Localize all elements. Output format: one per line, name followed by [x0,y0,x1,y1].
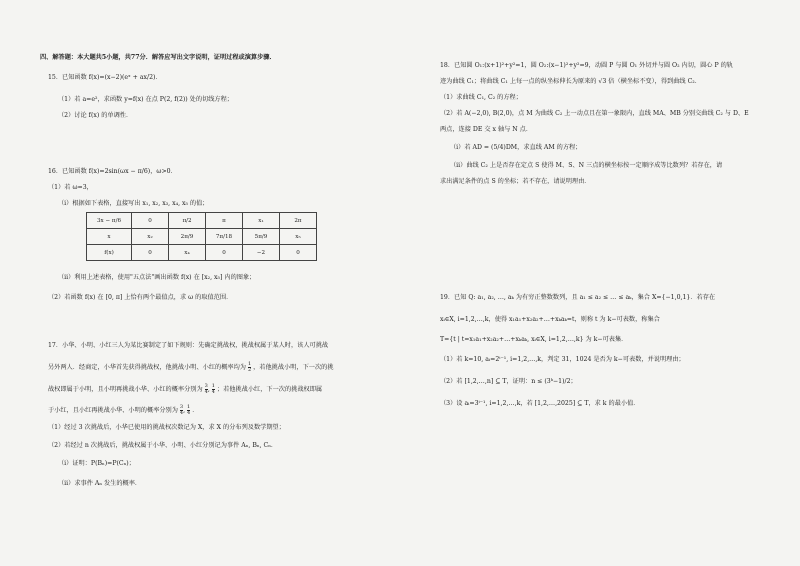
table-cell: π/2 [169,213,206,229]
fraction: $\frac{1}{4}$ [187,404,191,416]
table-cell: f(x) [87,245,132,261]
q15-stem: 15．已知函数 f(x)=(x−2)(eˣ + ax/2)． [48,74,162,81]
q19-part2: （2）若 [1,2,…,n] ⊆ T，证明：n ≤ (3ᵏ−1)/2； [440,378,577,385]
table-cell: 2π [280,213,317,229]
q17-part2-i: （i）证明：P(Bₙ)=P(Cₙ)； [58,460,135,467]
fraction: $\frac{1}{2}$ [247,361,252,373]
q17-part1: （1）经过 3 次挑战后，小华已使用的挑战权次数记为 X，求 X 的分布列及数学期望； [48,424,285,431]
table-cell: 0 [280,245,317,261]
table-row [87,229,317,245]
q16-part2: （2）若函数 f(x) 在 [0, π] 上恰有两个最值点，求 ω 的取值范围． [48,294,233,301]
table-cell: 0 [206,245,243,261]
table-row [87,213,317,229]
q17-line1: 17．小华、小明、小红三人为某比赛制定了如下规则：先确定挑战权，挑战权属于某人时，该人可挑战 [48,342,329,349]
q18-line1: 18．已知圆 O₁:(x+1)²+y²=1，圆 O₂:(x−1)²+y²=9，动圆 P 与圆 O₁ 外切并与圆 O₂ 内切，圆心 P 的轨 [440,62,733,69]
table-cell: −2 [243,245,280,261]
fraction: $\frac{3}{4}$ [179,404,184,416]
table-cell: π [206,213,243,229]
q17-part2-ii: （ii）求事件 Aₙ 发生的概率． [58,480,142,487]
q17-line2: 另外两人．经商定，小华首先获得挑战权，他挑战小明、小红的概率均为 $\frac{1}{2}$ ，若他挑战小明，下一次的挑 [48,361,334,373]
q15-part1: （1）若 a=e²，求函数 y=f(x) 在点 P(2, f(2)) 处的切线方程； [58,96,233,103]
table-cell: 7π/18 [206,229,243,245]
table-row [87,245,317,261]
section-header: 四、解答题：本大题共5小题，共77分．解答应写出文字说明，证明过程或演算步骤． [40,54,276,61]
table-cell: 3x − π/6 [87,213,132,229]
q17-line4: 于小红，且小红再挑战小华、小明的概率分别为 $\frac{3}{4}$ , $\frac{1}{4}$ ． [48,404,199,416]
q19-line3: T={t | t=x₁a₁+x₂a₂+…+xₖaₖ, xᵢ∈X, i=1,2,…,k} 为 k−可表集． [440,336,628,343]
table-cell: x [87,229,132,245]
q17-line3: 战权即属于小明，且小明再挑战小华、小红的概率分别为 $\frac{3}{4}$ , $\frac{1}{4}$ ；若他挑战小红，下一次的挑战权即属 [48,383,323,395]
table-cell: 0 [132,213,169,229]
q16-part1: （1）若 ω=3， [48,184,93,191]
table-cell: x₂ [132,229,169,245]
q18-part2-i: （i）若 AD = (5/4)DM，求直线 AM 的方程； [450,144,582,151]
q19-line2: xᵢ∈X, i=1,2,…,k，使得 x₁a₁+x₂a₂+…+xₖaₖ=t，则称 t 为 k−可表数，称集合 [440,316,660,323]
q18-part2-ii: （ii）曲线 C₂ 上是否存在定点 S 使得 M、S、N 三点的横坐标按一定顺序成等比数列？若存在，请 [450,162,723,169]
table-cell: x₄ [169,245,206,261]
q19-part3: （3）设 aᵢ=3ⁱ⁻¹, i=1,2,…,k，若 [1,2,…,2025] ⊆ T，求 k 的最小值． [440,400,640,407]
table-cell: 5π/9 [243,229,280,245]
fraction: $\frac{3}{4}$ [204,383,208,395]
q16-part1-ii: （ii）利用上述表格，使用"五点法"画出函数 f(x) 在 [x₂, x₅] 内的图象； [58,274,256,281]
q18-line2: 迹为曲线 C₁；将曲线 C₁ 上每一点的纵坐标伸长为原来的 √3 倍（横坐标不变），得到曲线 C₂． [440,78,701,85]
q16-stem: 16．已知函数 f(x)=2sin(ωx − π/6)，ω>0． [48,168,177,175]
q19-part1: （1）若 k=10, aᵢ=2ⁱ⁻¹, i=1,2,…,k，判定 31，1024 是否为 k−可表数，并说明理由； [440,356,685,363]
table-cell: x₁ [243,213,280,229]
q18-part2-cont: 两点，连接 DE 交 x 轴与 N 点． [440,126,533,133]
q19-line1: 19．已知 Q: a₁, a₂, …, aₖ 为有穷正整数数列，且 a₁ ≤ a₂ ≤ … ≤ aₖ，集合 X={−1,0,1}．若存在 [440,294,716,301]
table-cell: 2π/9 [169,229,206,245]
q18-part2-ii-cont: 求出满足条件的点 S 的坐标；若不存在，请说明理由． [440,178,591,185]
q18-part2: （2）若 A(−2,0), B(2,0)，点 M 为曲线 C₂ 上一动点且在第一象限内，直线 MA、MB 分别交曲线 C₂ 与 D、E [440,110,749,117]
table-cell: 0 [132,245,169,261]
q16-part1-i: （i）根据如下表格，直接写出 x₁, x₂, x₃, x₄, x₅ 的值； [58,200,209,207]
q17-part2: （2）若经过 n 次挑战后，挑战权属于小华、小明、小红分别记为事件 Aₙ, Bₙ, Cₙ． [48,442,278,449]
value-table [86,212,317,261]
table-cell: x₅ [280,229,317,245]
fraction: $\frac{1}{4}$ [211,383,215,395]
q15-part2: （2）讨论 f(x) 的单调性． [58,112,133,119]
q18-part1: （1）求曲线 C₁, C₂ 的方程； [440,94,522,101]
